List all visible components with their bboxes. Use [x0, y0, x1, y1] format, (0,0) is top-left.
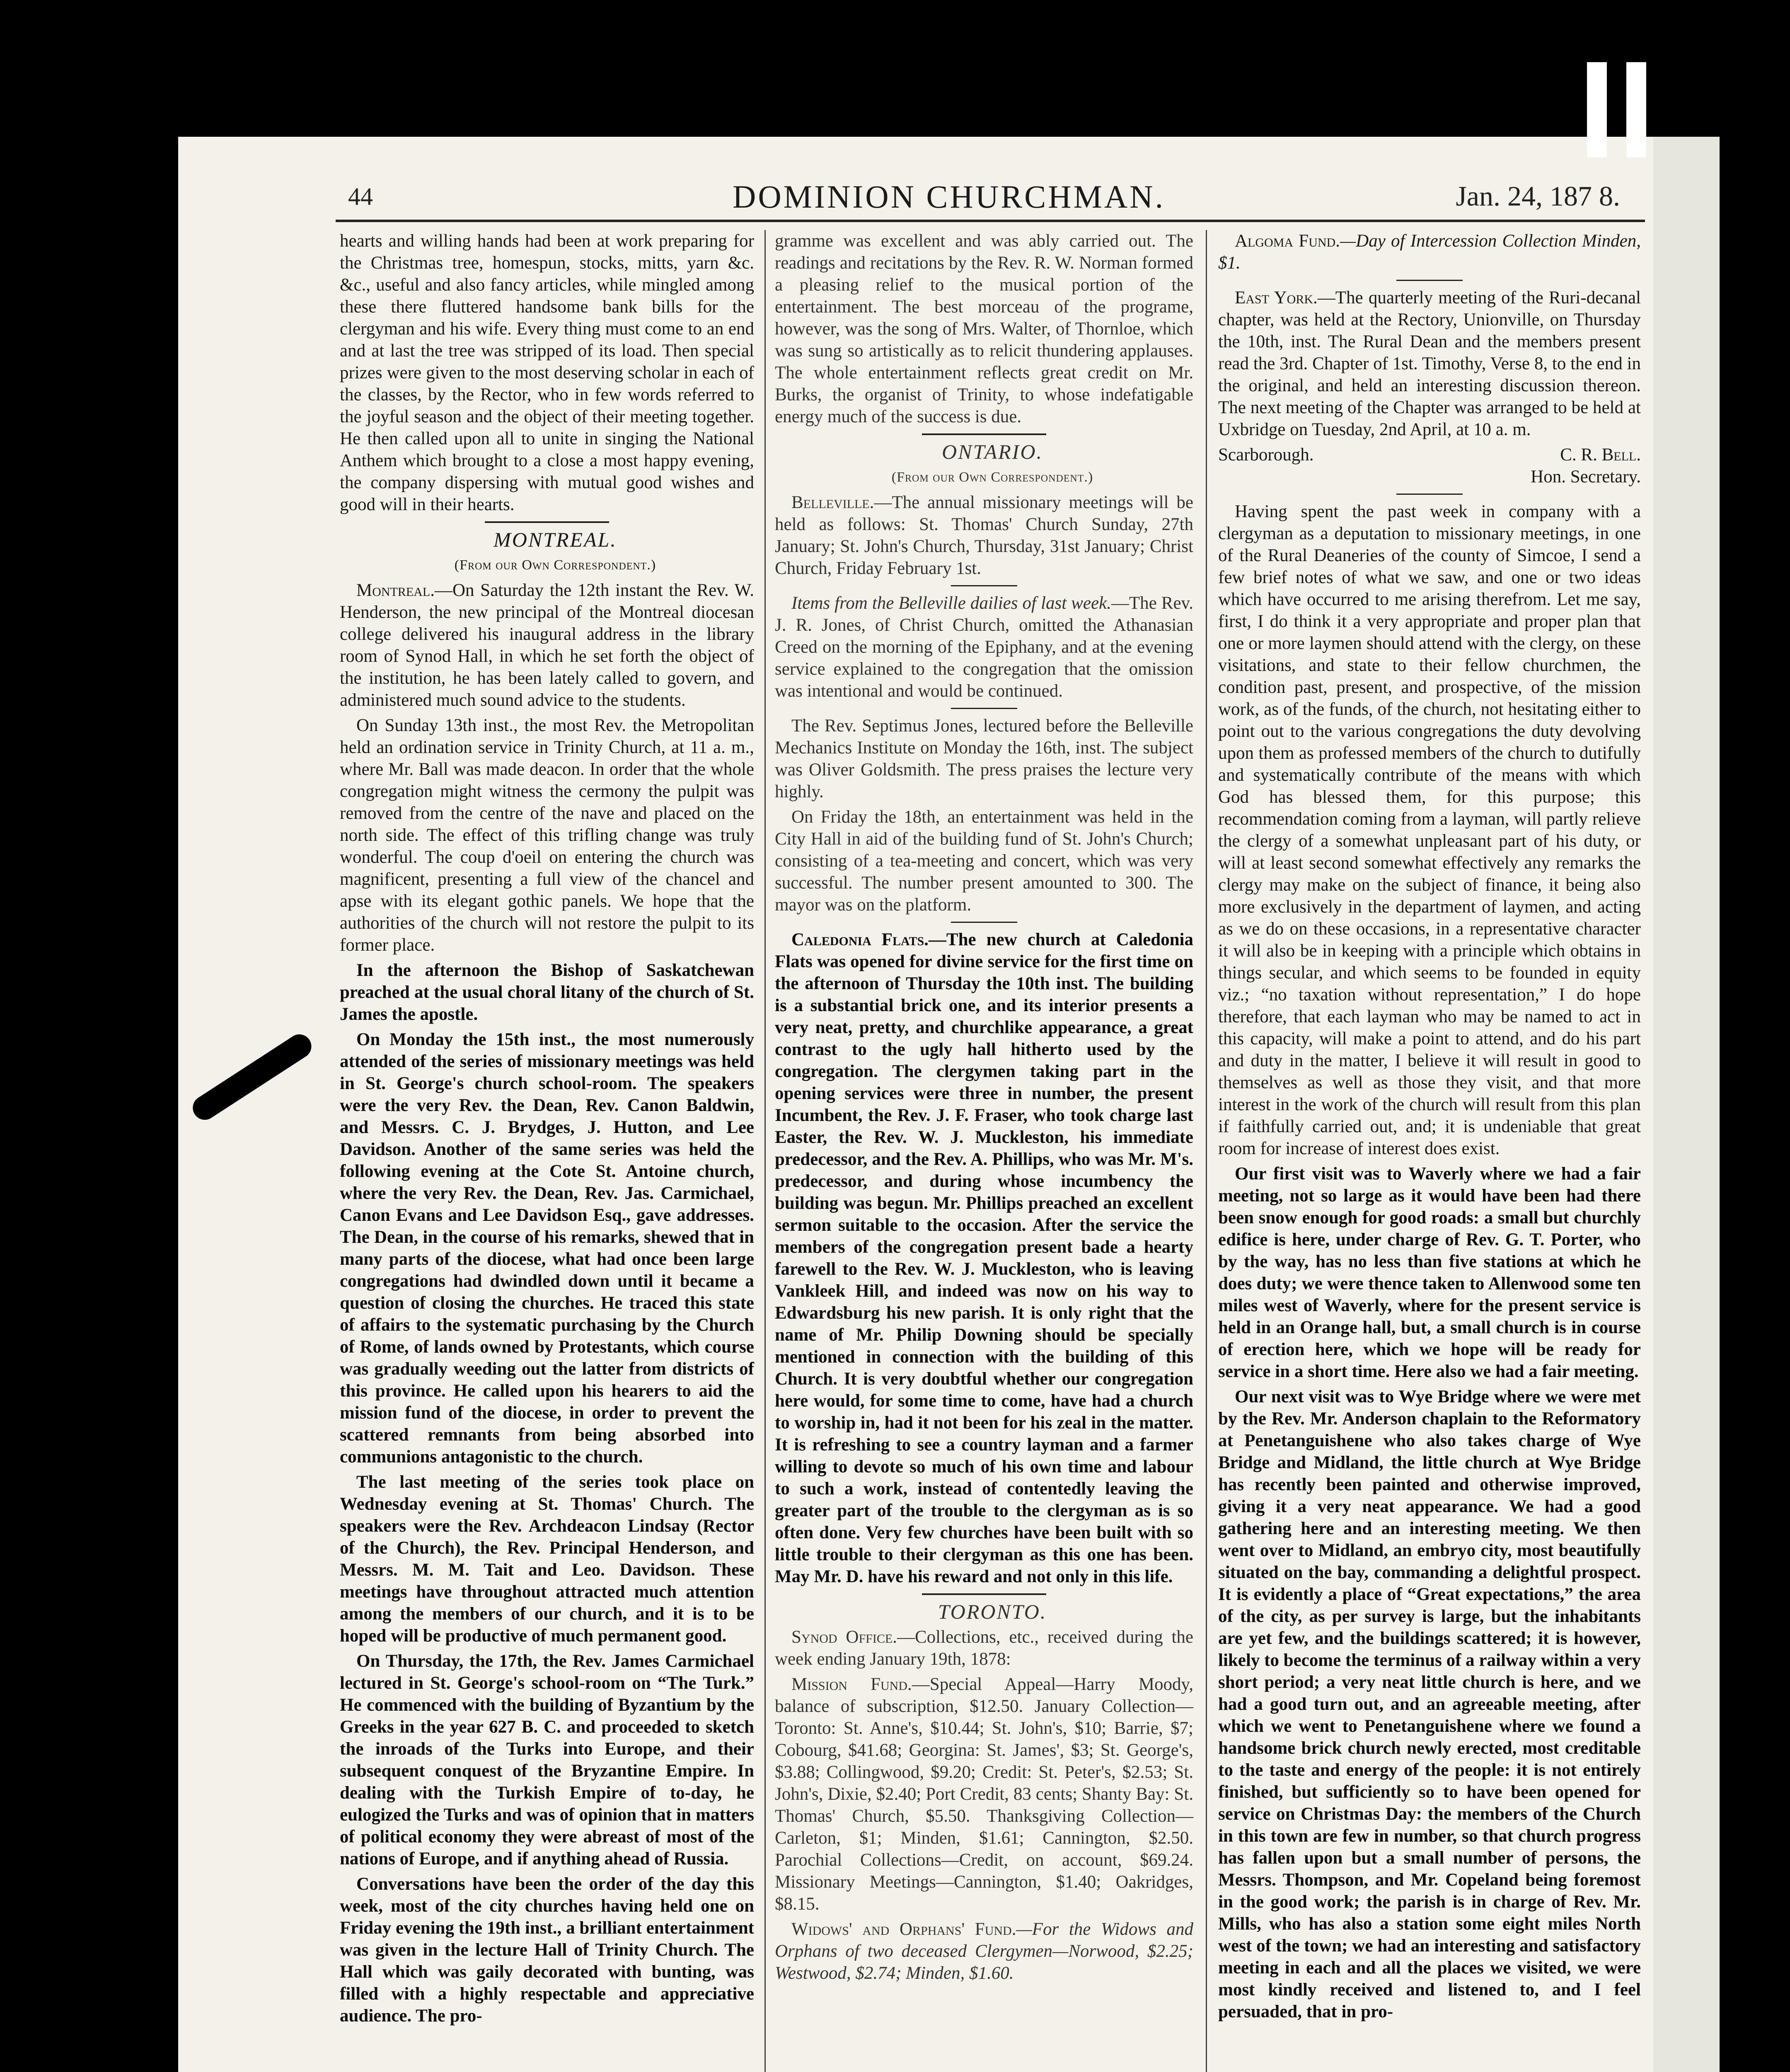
christmas-tree-paragraph: hearts and willing hands had been at work preparing for the Christmas tree, homespun, stocks, mitts, yarn &c. &c., useful and also fancy articles, while mingled among these there fluttered handsome bank bills for the clergyman and his wife. Every thing must come to an end and at last the tree was stripped of its load. Then special prizes were given to the most deserving scholar in each of the classes, by the Rector, who in few words referred to the joyful season and the object of their meeting together. He then called upon all to unite in singing the National Anthem which brought to a close a most happy evening, the company dispersing with mutual good wishes and good will in their hearts.	[340, 231, 754, 514]
facing-page-edge	[1653, 137, 1720, 2072]
issue-date: Jan. 24, 187 8.	[1456, 180, 1620, 212]
item-rule	[1396, 280, 1463, 281]
item-rule	[1396, 494, 1463, 495]
header-rule	[336, 220, 1645, 222]
registration-mark	[1626, 62, 1646, 157]
montreal-paragraph-3: In the afternoon the Bishop of Saskatchewan preached at the usual choral litany of the church of St. James the apostle.	[340, 961, 754, 1024]
newspaper-page	[178, 137, 1720, 2072]
toronto-paragraph-2: Mission Fund.—Special Appeal—Harry Moody, balance of subscription, $12.50. January Collection—Toronto: St. Anne's, $10.44; St. John's, $10; Barrie, $7; Cobourg, $41.68; Georgina: St. James', $3; St. George's, $3.88; Collingwood, $9.20; Credit: St. Peter's, $2.53; St. John's, Dixie, $2.40; Port Credit, 83 cents; Shanty Bay: St. Thomas' Church, $5.50. Thanksgiving Collection—Carleton, $1; Minden, $1.61; Cannington, $2.50. Parochial Collections—Credit, on account, $69.24. Missionary Meetings—Cannington, $1.40; Oakridges, $8.15.	[775, 1675, 1193, 1914]
signature-name: C. R. Bell.	[1560, 445, 1641, 465]
ontario-correspondent: (From our Own Correspondent.)	[891, 470, 1093, 485]
ontario-heading: ONTARIO.	[942, 440, 1043, 463]
column-3	[1218, 230, 1641, 2026]
ontario-paragraph-1: Belleville.—The annual missionary meetings will be held as follows: St. Thomas' Church Sunday, 27th January; St. John's Church, Thursday, 31st January; Christ Church, Friday February 1st.	[775, 493, 1193, 578]
montreal-paragraph-7: Conversations have been the order of the day this week, most of the city churches having held one on Friday evening the 19th inst., a brilliant entertainment was given in the lecture Hall of Trinity Church. The Hall which was gaily decorated with bunting, was filled with a highly respectable and appreciative audience. The pro-	[340, 1874, 754, 2026]
column-1	[340, 230, 754, 2030]
item-rule	[951, 708, 1017, 709]
item-rule	[951, 922, 1017, 923]
signature-title: Hon. Secretary.	[1531, 467, 1641, 487]
montreal-correspondent: (From our Own Correspondent.)	[454, 557, 656, 573]
signature-place: Scarborough.	[1218, 445, 1314, 465]
column-divider	[1206, 230, 1207, 2072]
ontario-paragraph-2: Items from the Belleville dailies of last week.—The Rev. J. R. Jones, of Christ Church, omitted the Athanasian Creed on the morning of the Epiphany, and at the evening service explained to the congregation that the omission was intentional and would be continued.	[775, 593, 1193, 701]
section-rule	[922, 433, 1046, 435]
montreal-paragraph-2: On Sunday 13th inst., the most Rev. the Metropolitan held an ordination service in Trinity Church, at 11 a. m., where Mr. Ball was made deacon. In order that the whole congregation might witness the cermony the pulpit was removed from the centre of the nave and placed on the north side. The effect of this trifling change was truly wonderful. The coup d'oeil on entering the church was magnificent, presenting a full view of the chancel and apse with its elegant gothic panels. We hope that the authorities of the church will not restore the pulpit to its former place.	[340, 716, 754, 955]
caledonia-paragraph: Caledonia Flats.—The new church at Caledonia Flats was opened for divine service for the first time on the afternoon of Thursday the 10th inst. The building is a substantial brick one, and its interior presents a very neat, pretty, and churchlike appearance, a great contrast to the ugly hall hitherto used by the congregation. The clergymen taking part in the opening services were three in number, the present Incumbent, the Rev. J. F. Fraser, who took charge last Easter, the Rev. W. J. Muckleston, his immediate predecessor, and the Rev. A. Phillips, who was Mr. M's. predecessor, and during whose incumbency the building was begun. Mr. Phillips preached an excellent sermon suitable to the occasion. After the service the members of the congregation present bade a hearty farewell to the Rev. W. J. Muckleston, who is leaving Vankleek Hill, and indeed was now on his way to Edwardsburg his new parish. It is only right that the name of Mr. Philip Downing should be specially mentioned in connection with the building of this Church. It is very doubtful whether our congregation here would, for some time to come, have had a church to worship in, had it not been for his zeal in the matter. It is refreshing to see a country layman and a farmer willing to devote so much of his own time and labour to such a work, instead of contentedly leaving the greater part of the trouble to the clergyman as is so often done. Very few churches have been built with so little trouble to their clergyman as this one has been. May Mr. D. have his reward and not only in this life.	[775, 930, 1194, 1586]
column-2	[775, 230, 1193, 1987]
toronto-paragraph-1: Synod Office.—Collections, etc., received during the week ending January 19th, 1878:	[775, 1627, 1193, 1669]
ontario-paragraph-3: The Rev. Septimus Jones, lectured before the Belleville Mechanics Institute on Monday the 16th, inst. The subject was Oliver Goldsmith. The press praises the lecture very highly.	[775, 716, 1193, 801]
item-rule	[951, 585, 1017, 586]
toronto-paragraph-3: Widows' and Orphans' Fund.—For the Widows and Orphans of two deceased Clergymen—Norwood, $2.25; Westwood, $2.74; Minden, $1.60.	[775, 1920, 1193, 1983]
column-divider	[764, 230, 766, 2072]
ontario-paragraph-4: On Friday the 18th, an entertainment was held in the City Hall in aid of the building fund of St. John's Church; consisting of a tea-meeting and concert, which was very successful. The number present amounted to 300. The mayor was on the platform.	[775, 807, 1193, 915]
registration-mark	[1587, 62, 1607, 157]
page-header	[178, 137, 1720, 215]
signature-title-line	[1218, 466, 1641, 488]
publication-title: DOMINION CHURCHMAN.	[732, 179, 1166, 215]
montreal-heading: MONTREAL.	[493, 528, 617, 551]
east-york-paragraph: East York.—The quarterly meeting of the Ruri-decanal chapter, was held at the Rectory, Unionville, on Thursday the 10th, inst. The Rural Dean and the members present read the 3rd. Chapter of 1st. Timothy, Verse 8, to the end in the original, and held an interesting discussion thereon. The next meeting of the Chapter was arranged to be held at Uxbridge on Tuesday, 2nd April, at 10 a. m.	[1218, 288, 1641, 439]
section-rule	[922, 1593, 1046, 1595]
montreal-paragraph-5: The last meeting of the series took place on Wednesday evening at St. Thomas' Church. The speakers were the Rev. Archdeacon Lindsay (Rector of the Church), the Rev. Principal Henderson, and Messrs. M. M. Tait and Leo. Davidson. These meetings have throughout attracted much attention among the members of our church, and it is to be hoped will be productive of much permanent good.	[340, 1472, 754, 1646]
simcoe-paragraph-2: Our first visit was to Waverly where we had a fair meeting, not so large as it would have been had there been snow enough for good roads: a small but churchly edifice is here, under charge of Rev. G. T. Porter, who by the way, has no less than five stations at which he does duty; we were thence taken to Allenwood some ten miles west of Waverly, where for the present service is held in an Orange hall, but, a small church is in course of erection here, which we hope will be ready for service in a short time. Here also we had a fair meeting.	[1218, 1164, 1641, 1381]
simcoe-paragraph-1: Having spent the past week in company with a clergyman as a deputation to missionary meetings, in one of the Rural Deaneries of the county of Simcoe, I send a few brief notes of what we saw, and one or two ideas which have occurred to me arising therefrom. Let me say, first, I do think it a very appropriate and proper plan that one or more laymen should attend with the clergy, on these visitations, and state to their fellow churchmen, the condition past, present, and prospective, of the mission work, as of the funds, of the church, not hesitating either to point out to the various congregations the duty devolving upon them as professed members of the church to dutifully and systematically contribute of the means with which God has blessed them, for this purpose; this recommendation coming from a layman, will partly relieve the clergy of a somewhat unpleasant part of his duty, or will at least second somewhat effectively any remarks the clergy may make on the subject of finance, it being also more exclusively in the department of laymen, and acting as we do on these occasions, in a representative character it will also be in keeping with a principle which obtains in things secular, and which seems to be founded in equity viz.; “no taxation without representation,” I do hope therefore, that each layman who may be named to act in this capacity, will make a point to attend, and do his part and duty in the matter, I believe it will result in good to themselves as well as those they visit, and that more interest in the work of the church will result from this plan if faithfully carried out, and; it is undeniable that great room for increase of interest does exist.	[1218, 502, 1641, 1158]
programme-paragraph: gramme was excellent and was ably carried out. The readings and recitations by the Rev. R. W. Norman formed a pleasing relief to the musical portion of the entertainment. The best morceau of the programe, however, was the song of Mrs. Walter, of Thornloe, which was sung so artistically as to relicit thundering applauses. The whole entertainment reflects great credit on Mr. Burks, the organist of Trinity, to whose indefatigable energy much of the success is due.	[775, 231, 1193, 426]
algoma-paragraph: Algoma Fund.—Day of Intercession Collection Minden, $1.	[1218, 231, 1641, 273]
section-rule	[485, 521, 609, 523]
simcoe-paragraph-3: Our next visit was to Wye Bridge where we were met by the Rev. Mr. Anderson chaplain to the Reformatory at Penetanguishene who also takes charge of Wye Bridge and Midland, the little church at Wye Bridge has recently been painted and otherwise improved, giving it a very neat appearance. We had a good gathering here and an interesting meeting. We then went over to Midland, an embryo city, most beautifully situated on the bay, commanding a delightful prospect. It is evidently a place of “Great expectations,” the area of the city, as per survey is large, but the inhabitants are yet few, and the buildings scattered; it is however, likely to become the terminus of a railway within a very short period; a very neat little church is here, and we had a good turn out, and an agreeable meeting, after which we went to Penetanguishene where we found a handsome brick church newly erected, most creditable to the taste and energy of the people: it is not entirely finished, but sufficiently so to have been opened for service on Christmas Day: the members of the Church in this town are few in number, so that church progress has fallen upon but a small number of persons, the Messrs. Thompson, and Mr. Copeland being foremost in the good work; the parish is in charge of Rev. Mr. Mills, who has also a station some eight miles North west of the town; we had an interesting and satisfactory meeting in each and all the places we visited, we were most kindly received and listened to, and I feel persuaded, that in pro-	[1218, 1387, 1641, 2021]
toronto-heading: TORONTO.	[938, 1600, 1047, 1623]
lead-label: Montreal.	[356, 581, 435, 600]
montreal-paragraph-1: Montreal.—On Saturday the 12th instant the Rev. W. Henderson, the new principal of the Montreal diocesan college delivered his inaugural address in the library room of Synod Hall, in which he set forth the object of the institution, he has been lately called to govern, and administered much sound advice to the students.	[340, 581, 754, 710]
montreal-paragraph-4: On Monday the 15th inst., the most numerously attended of the series of missionary meetings was held in St. George's church school-room. The speakers were the very Rev. the Dean, Rev. Canon Baldwin, and Messrs. C. J. Brydges, J. Hutton, and Lee Davidson. Another of the same series was held the following evening at the Cote St. Antoine church, where the very Rev. the Dean, Rev. Jas. Carmichael, Canon Evans and Lee Davidson Esq., gave addresses. The Dean, in the course of his remarks, shewed that in many parts of the diocese, what had once been large congregations had dwindled down until it became a question of closing the churches. He traced this state of affairs to the systematic purchasing by the Church of Rome, of lands owned by Protestants, which course was gradually weeding out the latter from districts of this province. He called upon his hearers to aid the mission fund of the diocese, in order to prevent the scattered remnants from being absorbed into communions antagonistic to the church.	[340, 1030, 754, 1467]
signature-line	[1218, 444, 1641, 466]
page-number: 44	[348, 183, 373, 210]
montreal-paragraph-6: On Thursday, the 17th, the Rev. James Carmichael lectured in St. George's school-room on “The Turk.” He commenced with the building of Byzantium by the Greeks in the year 627 B. C. and proceeded to sketch the inroads of the Turks into Europe, and their subsequent conquest of the Bryzantine Empire. In dealing with the Turkish Empire of to-day, he eulogized the Turks and was of opinion that in matters of political economy they were abreast of most of the nations of Europe, and if anything ahead of Russia.	[340, 1651, 754, 1869]
